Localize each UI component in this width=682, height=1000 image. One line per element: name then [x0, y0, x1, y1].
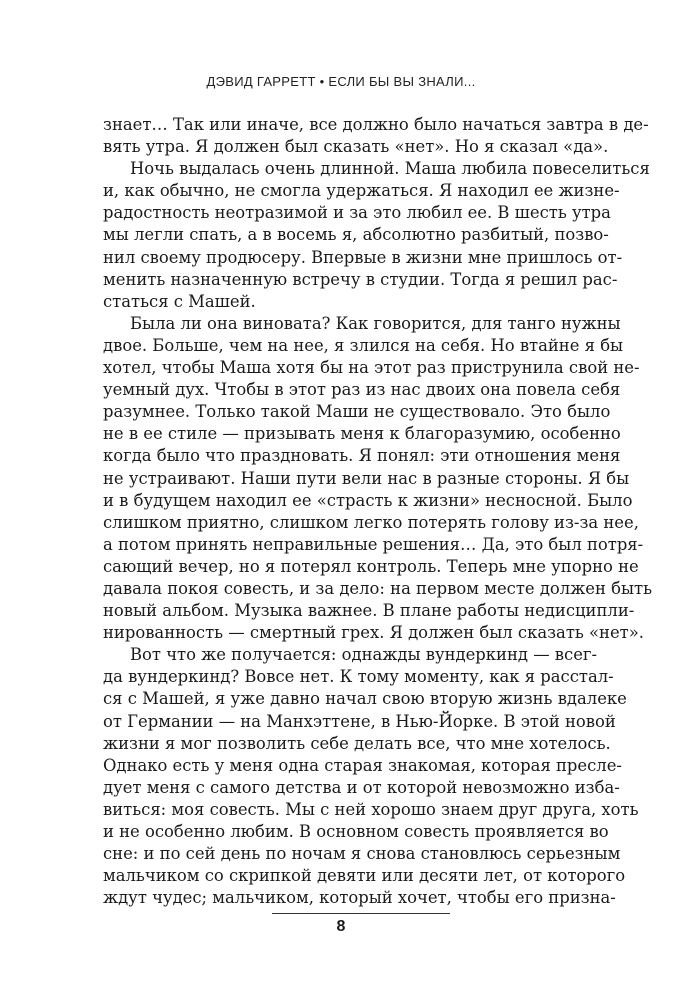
text-line: давала покоя совесть, и за дело: на первом месте должен быть — [103, 578, 653, 598]
text-line: вять утра. Я должен был сказать «нет». Но я сказал «да». — [103, 137, 609, 157]
text-line: слишком приятно, слишком легко потерять голову из-за нее, — [103, 512, 639, 532]
body-text — [103, 114, 653, 909]
text-line: разумнее. Только такой Маши не существовало. Это было — [103, 402, 611, 422]
text-line: мальчиком со скрипкой девяти или десяти лет, от которого — [103, 866, 626, 886]
page-number: 8 — [336, 918, 346, 935]
text-line: не в ее стиле — призывать меня к благоразумию, особенно — [103, 424, 621, 444]
text-line: Вот что же получается: однажды вундеркинд — всег- — [130, 645, 598, 665]
text-line: знает… Так или иначе, все должно было начаться завтра в де- — [103, 115, 649, 134]
text-line: менить назначенную встречу в студии. Тогда я решил рас- — [103, 269, 618, 289]
text-line: статься с Машей. — [103, 291, 256, 311]
text-line: нированность — смертный грех. Я должен был сказать «нет». — [103, 623, 644, 643]
text-line: сающий вечер, но я потерял контроль. Теперь мне упорно не — [103, 556, 639, 576]
text-line: ждут чудес; мальчиком, который хочет, чтобы его призна- — [103, 888, 616, 908]
text-line: двое. Больше, чем на нее, я злился на себя. Но втайне я бы — [103, 335, 624, 355]
text-line: жизни я мог позволить себе делать все, что мне хотелось. — [103, 733, 611, 753]
text-line: и, как обычно, не смогла удержаться. Я находил ее жизне- — [103, 181, 620, 201]
text-line: не устраивают. Наши пути вели нас в разные стороны. Я бы — [103, 468, 630, 488]
text-line: Однако есть у меня одна старая знакомая, которая пресле- — [103, 755, 622, 775]
text-line: уемный дух. Чтобы в этот раз из нас двоих она повела себя — [103, 380, 621, 400]
text-line: мы легли спать, а в восемь я, абсолютно разбитый, позво- — [103, 225, 609, 245]
text-line: радостность неотразимой и за это любил ее. В шесть утра — [103, 203, 611, 223]
text-line: хотел, чтобы Маша хотя бы на этот раз приструнила свой не- — [103, 358, 640, 378]
text-line: новый альбом. Музыка важнее. В плане работы недисципли- — [103, 601, 635, 621]
text-line: нил своему продюсеру. Впервые в жизни мне пришлось от- — [103, 247, 623, 267]
running-head: ДЭВИД ГАРРЕТТ • ЕСЛИ БЫ ВЫ ЗНАЛИ... — [206, 74, 476, 89]
text-line: и в будущем находил ее «страсть к жизни» несносной. Было — [103, 490, 633, 510]
footer-rule — [272, 913, 450, 914]
text-line: да вундеркинд? Вовсе нет. К тому моменту, как я расстал- — [103, 667, 614, 687]
text-line: Ночь выдалась очень длинной. Маша любила повеселиться — [130, 159, 650, 179]
text-line: а потом принять неправильные решения… Да, это был потря- — [103, 534, 644, 554]
text-line: дует меня с самого детства и от которой невозможно изба- — [103, 777, 620, 797]
text-line: сне: и по сей день по ночам я снова становлюсь серьезным — [103, 844, 621, 864]
text-line: виться: моя совесть. Мы с ней хорошо знаем друг друга, хоть — [103, 799, 639, 819]
text-line: когда было что праздновать. Я понял: эти отношения меня — [103, 446, 621, 466]
text-line: от Германии — на Манхэттене, в Нью-Йорке. В этой новой — [103, 711, 616, 731]
text-line: и не особенно любим. В основном совесть проявляется во — [103, 822, 609, 841]
text-line: Была ли она виновата? Как говорится, для танго нужны — [130, 313, 621, 333]
text-line: ся с Машей, я уже давно начал свою вторую жизнь вдалеке — [103, 689, 627, 709]
